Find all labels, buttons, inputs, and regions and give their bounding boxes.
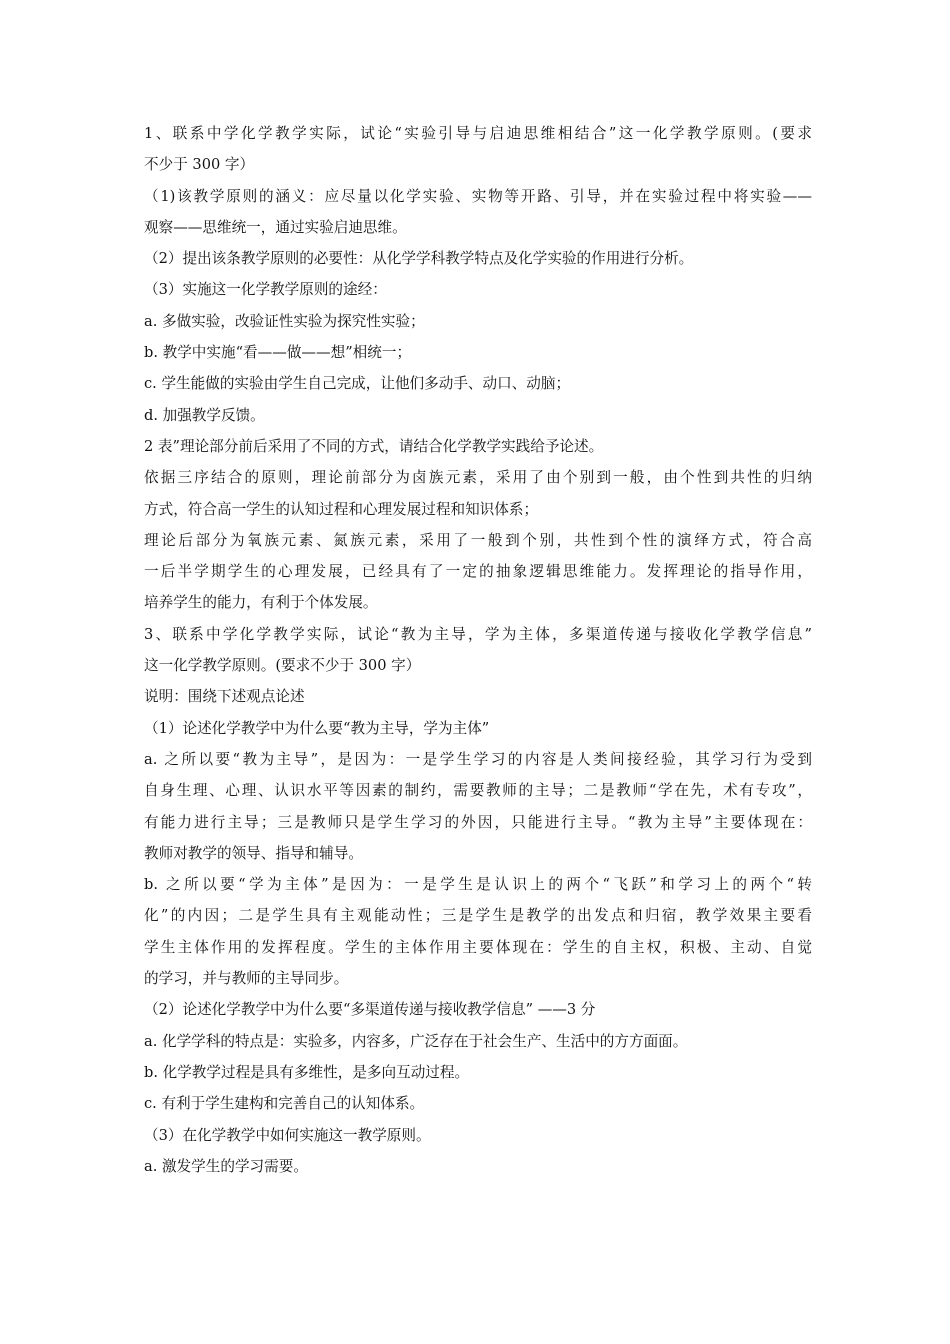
text-line: c. 学生能做的实验由学生自己完成，让他们多动手、动口、动脑； (144, 375, 571, 393)
text-line: 这一化学教学原则。(要求不少于 300 字） (144, 657, 421, 675)
text-line: 1、联系中学化学教学实际，试论“实验引导与启迪思维相结合”这一化学教学原则。(要求 (144, 125, 812, 142)
text-line: 3、联系中学化学教学实际，试论“教为主导，学为主体，多渠道传递与接收化学教学信息” (144, 625, 812, 643)
text-line: 理论后部分为氧族元素、氮族元素，采用了一般到个别，共性到个性的演绎方式，符合高 (144, 531, 812, 549)
text-line: （1）论述化学教学中为什么要“教为主导，学为主体” (144, 719, 490, 737)
text-line: （3）在化学教学中如何实施这一教学原则。 (144, 1126, 431, 1144)
text-line: a. 化学学科的特点是：实验多，内容多，广泛存在于社会生产、生活中的方方面面。 (144, 1032, 688, 1050)
text-line: （2）论述化学教学中为什么要“多渠道传递与接收教学信息” ——3 分 (144, 1001, 596, 1019)
text-line: 化”的内因；二是学生具有主观能动性；三是学生是教学的出发点和归宿，教学效果主要看 (144, 907, 812, 925)
text-line: a. 之所以要“教为主导”，是因为：一是学生学习的内容是人类间接经验，其学习行为受到 (144, 750, 812, 768)
text-line: 自身生理、心理、认识水平等因素的制约，需要教师的主导；二是教师“学在先，术有专攻”， (144, 782, 812, 800)
document-page (144, 118, 812, 1182)
text-line: b. 之所以要“学为主体”是因为：一是学生是认识上的两个“飞跃”和学习上的两个“转 (144, 876, 812, 894)
text-line: c. 有利于学生建构和完善自己的认知体系。 (144, 1095, 425, 1113)
text-line: 不少于 300 字） (144, 156, 255, 174)
text-line: （2）提出该条教学原则的必要性：从化学学科教学特点及化学实验的作用进行分析。 (144, 250, 694, 268)
text-line: （3）实施这一化学教学原则的途经： (144, 281, 387, 299)
text-line: 依据三序结合的原则，理论前部分为卤族元素，采用了由个别到一般，由个性到共性的归纳 (144, 469, 812, 487)
text-line: d. 加强教学反馈。 (144, 406, 265, 424)
text-line: 教师对教学的领导、指导和辅导。 (144, 844, 363, 862)
text-line: b. 教学中实施“看——做——想”相统一； (144, 344, 412, 362)
text-line: 学生主体作用的发挥程度。学生的主体作用主要体现在：学生的自主权，积极、主动、自觉 (144, 938, 812, 956)
text-line: 的学习，并与教师的主导同步。 (144, 970, 349, 988)
text-line: 说明：围绕下述观点论述 (144, 688, 305, 706)
text-line: a. 激发学生的学习需要。 (144, 1157, 308, 1175)
text-line: 一后半学期学生的心理发展，已经具有了一定的抽象逻辑思维能力。发挥理论的指导作用， (144, 563, 812, 581)
text-line: b. 化学教学过程是具有多维性，是多向互动过程。 (144, 1063, 470, 1081)
text-line: 2 表”理论部分前后采用了不同的方式，请结合化学教学实践给予论述。 (144, 437, 604, 455)
text-line: 有能力进行主导；三是教师只是学生学习的外因，只能进行主导。“教为主导”主要体现在： (144, 813, 812, 831)
text-line: 方式，符合高一学生的认知过程和心理发展过程和知识体系； (144, 500, 539, 518)
text-line: 观察——思维统一，通过实验启迪思维。 (144, 218, 407, 236)
text-line: a. 多做实验，改验证性实验为探究性实验； (144, 312, 425, 330)
text-line: （1)该教学原则的涵义：应尽量以化学实验、实物等开路、引导，并在实验过程中将实验—— (144, 187, 812, 205)
text-line: 培养学生的能力，有利于个体发展。 (144, 594, 378, 612)
